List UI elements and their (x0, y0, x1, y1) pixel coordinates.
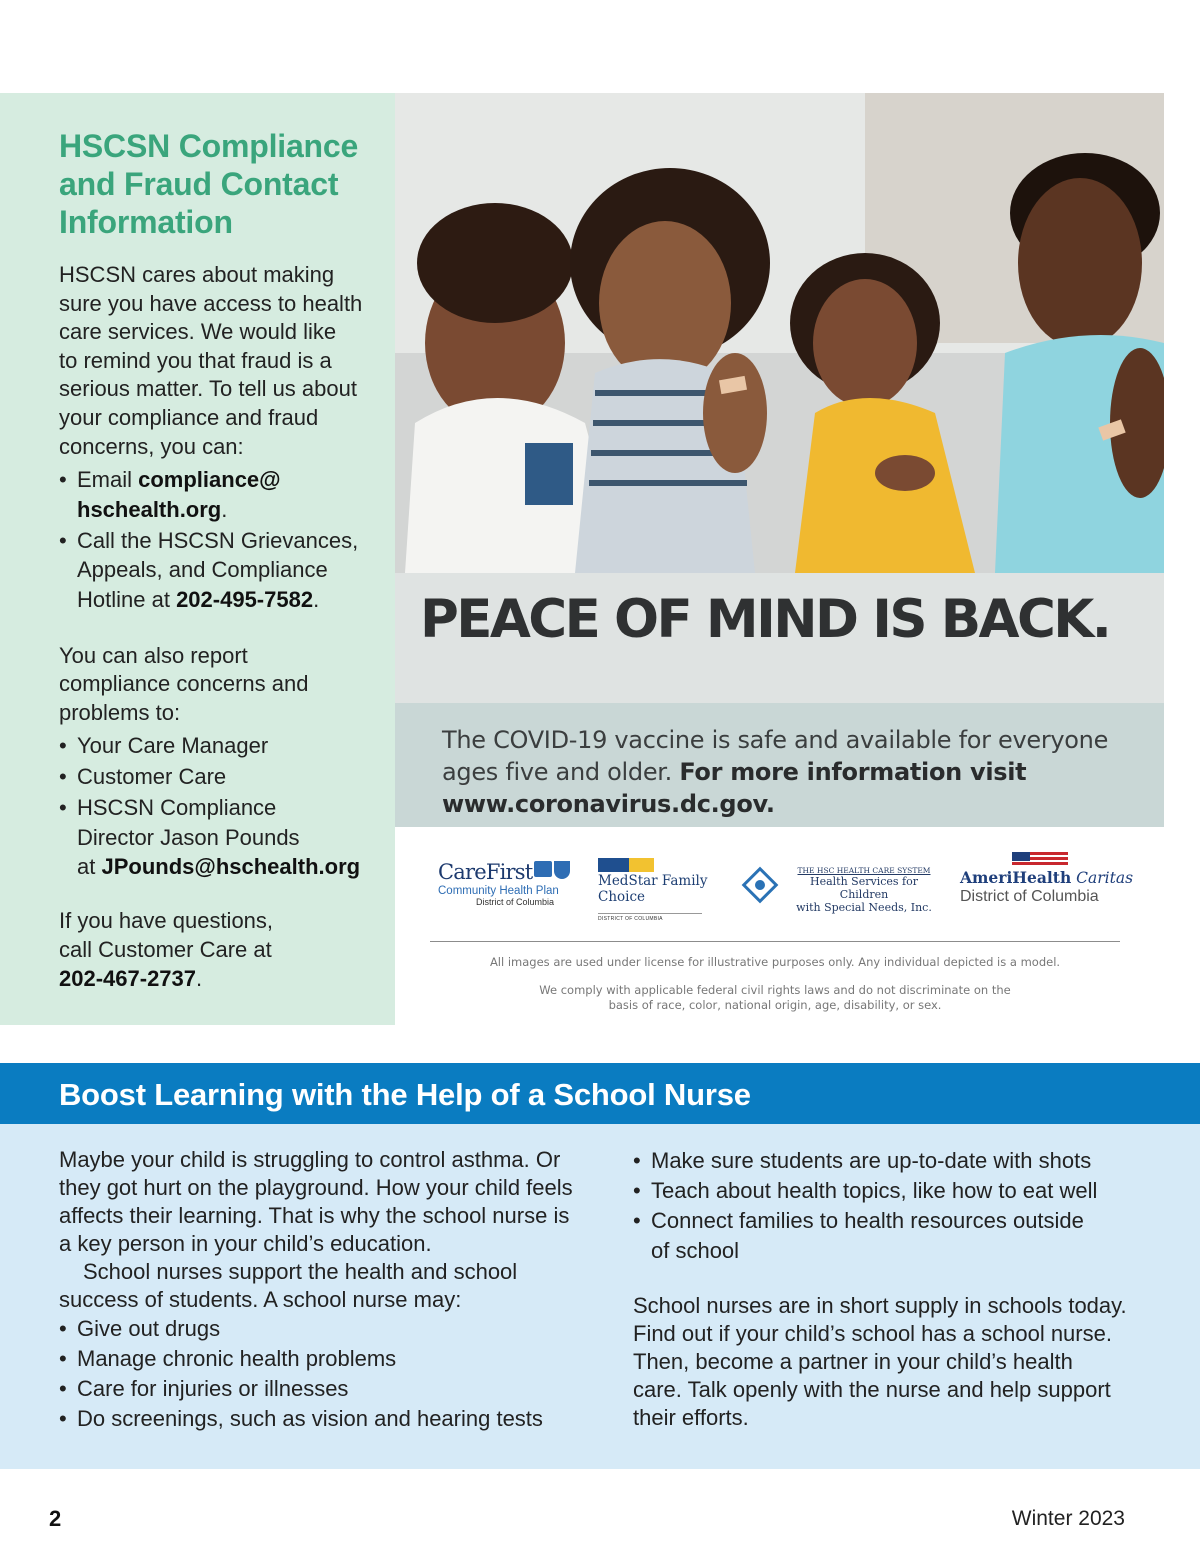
bullet-icon: • (59, 1316, 67, 1341)
report-line: problems to: (59, 699, 181, 725)
list-item (59, 1404, 599, 1434)
compliance-title-line: HSCSN Compliance (59, 128, 359, 164)
paragraph-line: School nurses are in short supply in schools today. (633, 1293, 1127, 1318)
paragraph-line: care. Talk openly with the nurse and help support (633, 1377, 1111, 1402)
carefirst-sub2: District of Columbia (476, 897, 555, 907)
compliance-email-link[interactable]: compliance@ (138, 467, 281, 493)
paragraph-line: Find out if your child’s school has a school nurse. (633, 1321, 1112, 1346)
paragraph-line: Then, become a partner in your child’s health (633, 1349, 1073, 1374)
intro-line: serious matter. To tell us about (59, 376, 357, 402)
bullet-icon: • (59, 467, 67, 493)
paragraph-line: they got hurt on the playground. How your child feels (59, 1175, 573, 1200)
list-item-label: Manage chronic health problems (77, 1346, 397, 1371)
intro-line: care services. We would like (59, 319, 337, 345)
nurse-paragraph (59, 1258, 599, 1286)
bullet-icon: • (59, 1406, 67, 1431)
list-item (633, 1146, 1153, 1176)
intro-line: concerns, you can: (59, 433, 244, 459)
list-item (59, 1344, 599, 1374)
nurse-paragraph-cont (59, 1286, 599, 1314)
list-item (59, 1374, 599, 1404)
list-item-label: at (77, 854, 102, 880)
nurse-paragraph (59, 1146, 599, 1258)
medstar-line: MedStar Family (598, 873, 708, 889)
carefirst-name: CareFirst (438, 860, 533, 884)
list-item (59, 465, 375, 524)
nurse-closing-paragraph (633, 1292, 1153, 1432)
list-item (59, 793, 375, 882)
hsc-diamond-icon (742, 867, 779, 904)
list-item-label: Director Jason Pounds (77, 824, 300, 850)
carefirst-sub: Community Health Plan (438, 885, 559, 897)
carefirst-logo (438, 860, 570, 907)
amerihealth-logo (960, 852, 1134, 906)
hotline-phone-link[interactable]: 202-495-7582 (176, 586, 314, 612)
intro-line: your compliance and fraud (59, 404, 319, 430)
list-item-label: HSCSN Compliance (77, 795, 277, 821)
list-item (59, 1314, 599, 1344)
bullet-icon: • (59, 527, 67, 553)
customer-care-phone-link[interactable]: 202-467-2737 (59, 965, 197, 991)
family-illustration (395, 93, 1164, 573)
nurse-duties-list (59, 1314, 599, 1434)
disclaimer-line: basis of race, color, national origin, age, disability, or sex. (608, 998, 942, 1012)
director-email-link[interactable]: JPounds@hschealth.org (101, 854, 361, 880)
punctuation: . (221, 496, 228, 522)
medstar-logo (598, 858, 708, 922)
hotline-text: Call the HSCSN Grievances, (77, 527, 359, 553)
ad-info-plain: The COVID-19 vaccine is safe and available for everyone ages five and older. (442, 726, 1109, 786)
caritas-word: Caritas (1076, 869, 1134, 887)
hsc-line: with Special Needs, Inc. (796, 901, 932, 914)
bullet-icon: • (59, 795, 67, 821)
paragraph-line: their efforts. (633, 1405, 749, 1430)
intro-line: HSCSN cares about making (59, 262, 335, 287)
medstar-flag-icon (598, 858, 654, 872)
disclaimer-line: We comply with applicable federal civil rights laws and do not discriminate on the (539, 983, 1011, 997)
paragraph-line: success of students. A school nurse may: (59, 1287, 462, 1312)
nurse-duties-list-cont (633, 1146, 1153, 1266)
bullet-icon: • (633, 1208, 641, 1233)
page-number: 2 (49, 1506, 62, 1531)
logo-divider (430, 941, 1120, 942)
punctuation: . (196, 965, 203, 991)
blue-shield-icon (554, 861, 570, 879)
questions-line: call Customer Care at (59, 937, 272, 963)
compliance-email-link-cont[interactable]: hschealth.org (77, 496, 222, 522)
intro-line: sure you have access to health (59, 290, 363, 316)
hsc-line: THE HSC HEALTH CARE SYSTEM (797, 866, 931, 875)
list-item (59, 731, 375, 761)
compliance-intro (59, 261, 375, 461)
list-item-label: Make sure students are up-to-date with shots (651, 1148, 1092, 1173)
bullet-icon: • (59, 1376, 67, 1401)
list-item (59, 526, 375, 615)
ad-info-text (442, 724, 1152, 820)
paragraph-line: Maybe your child is struggling to control asthma. Or (59, 1147, 561, 1172)
hotline-text: Appeals, and Compliance (77, 557, 328, 583)
paragraph-line: affects their learning. That is why the school nurse is (59, 1203, 570, 1228)
bullet-icon: • (59, 733, 67, 759)
hsc-text (789, 866, 939, 914)
flag-icon (1012, 852, 1068, 866)
issue-season: Winter 2023 (1011, 1507, 1125, 1530)
nurse-section-title: Boost Learning with the Help of a School Nurse (59, 1077, 751, 1112)
nurse-right-column (633, 1146, 1153, 1432)
report-line: compliance concerns and (59, 671, 309, 697)
report-intro (59, 642, 375, 728)
punctuation: . (313, 586, 320, 612)
list-item (633, 1176, 1153, 1206)
blue-cross-icon (534, 861, 552, 877)
list-item-label: Care for injuries or illnesses (77, 1376, 349, 1401)
image-disclaimer: All images are used under license for illustrative purposes only. Any individual depicted is a model. (489, 955, 1061, 969)
compliance-panel (0, 93, 395, 1025)
list-item-label: Teach about health topics, like how to eat well (651, 1178, 1098, 1203)
bullet-icon: • (633, 1178, 641, 1203)
paragraph-line: School nurses support the health and school (83, 1259, 518, 1284)
bullet-icon: • (633, 1148, 641, 1173)
list-item (59, 762, 375, 792)
family-vaccine-photo (395, 93, 1164, 573)
questions-line: If you have questions, (59, 908, 274, 934)
hotline-text: Hotline at (77, 586, 177, 612)
civil-rights-disclaimer (430, 983, 1120, 1013)
report-line: You can also report (59, 642, 248, 668)
report-to-list (59, 731, 375, 882)
amerihealth-word: AmeriHealth (960, 868, 1072, 887)
intro-line: to remind you that fraud is a (59, 347, 332, 373)
list-item-label: of school (651, 1238, 740, 1263)
medstar-name (598, 873, 708, 905)
compliance-title-line: Information (59, 204, 233, 240)
compliance-title-line: and Fraud Contact (59, 166, 339, 202)
list-item-label: Do screenings, such as vision and hearing tests (77, 1406, 543, 1431)
ad-headline: PEACE OF MIND IS BACK. (420, 589, 1110, 650)
list-item-label: Connect families to health resources outside (651, 1208, 1084, 1233)
list-item-label: Customer Care (77, 764, 227, 790)
contact-methods-list (59, 465, 375, 614)
list-item-label: Your Care Manager (77, 733, 269, 759)
bullet-icon: • (59, 1346, 67, 1371)
ad-info-link[interactable]: For more information visit www.coronavirus.dc.gov. (442, 758, 1027, 818)
list-item (633, 1206, 1153, 1266)
partner-logos (430, 850, 1134, 930)
medstar-line: Choice (598, 889, 646, 905)
compliance-body (59, 261, 375, 993)
medstar-sub: DISTRICT OF COLUMBIA (598, 916, 663, 922)
questions-text (59, 907, 375, 993)
bullet-icon: • (59, 764, 67, 790)
paragraph-line: a key person in your child’s education. (59, 1231, 432, 1256)
hsc-line: Health Services for Children (810, 875, 918, 901)
compliance-title (59, 127, 375, 241)
amerihealth-name (960, 868, 1134, 887)
email-label: Email (77, 467, 139, 493)
nurse-left-column (59, 1146, 599, 1434)
list-item-label: Give out drugs (77, 1316, 221, 1341)
amerihealth-sub: District of Columbia (960, 888, 1099, 905)
